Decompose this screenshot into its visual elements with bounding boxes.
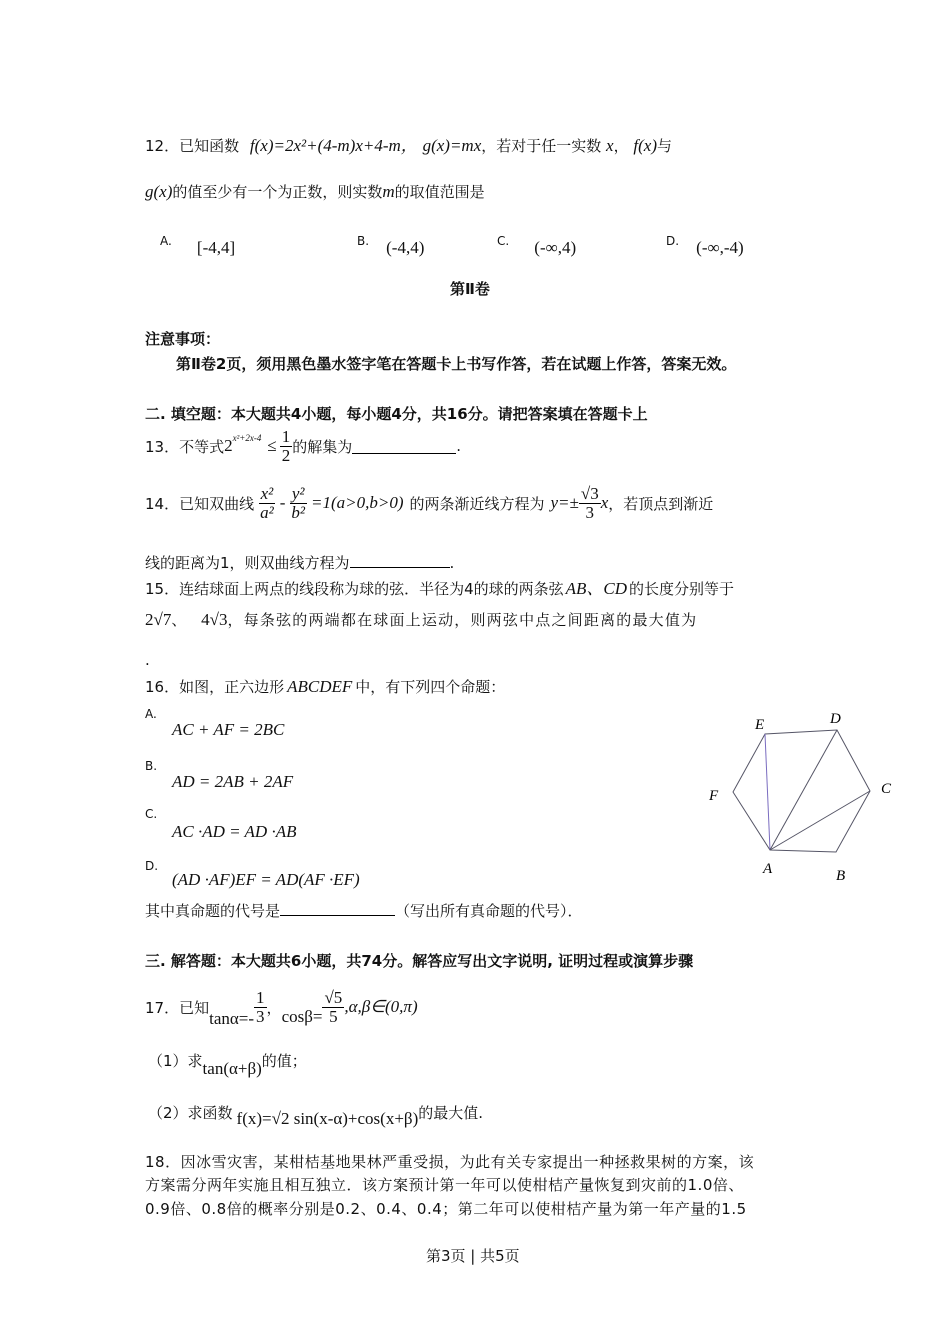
q17-cos-beta: cosβ= (281, 1007, 323, 1026)
q12-g-def: g(x)=mx (422, 136, 482, 155)
q12-gx: g(x) (145, 182, 173, 201)
q14-a2: a² (260, 502, 274, 522)
q12-line2 (145, 181, 485, 202)
q14-line2-text: 线的距离为1，则双曲线方程为 (145, 554, 350, 572)
q14-asym-frac (579, 485, 601, 522)
notice-body: 第Ⅱ卷2页，须用黑色墨水签字笔在答题卡上书写作答，若在试题上作答，答案无效。 (176, 355, 737, 373)
option-label: D. (666, 234, 680, 248)
q14-asym-pre: y=± (550, 493, 579, 513)
q12-option-b (357, 230, 425, 257)
option-label: A. (160, 234, 172, 248)
q15-line1 (145, 574, 734, 599)
q16-option-d (145, 855, 360, 890)
q17-part2-label: （2）求函数 (148, 1104, 233, 1122)
option-label: B. (145, 759, 158, 773)
q17-part1 (148, 1050, 307, 1078)
q18-line1-text: 因冰雪灾害，某柑桔基地果林严重受损，为此有关专家提出一种拯救果树的方案，该 (180, 1153, 755, 1171)
q13-num: 1 (281, 427, 291, 446)
q13-number: 13． (145, 437, 180, 456)
q14-line2 (145, 552, 454, 573)
q17-range: ,α,β∈(0,π) (344, 997, 418, 1016)
q17-number: 17． (145, 998, 180, 1017)
vertex-label-b: B (836, 868, 846, 884)
option-label: C. (497, 234, 510, 248)
page-footer: 第3页 | 共5页 (426, 1247, 520, 1265)
q13-fraction (280, 428, 293, 465)
q16-post: 中，有下列四个命题： (355, 678, 506, 696)
option-value: (-∞,-4) (696, 238, 744, 257)
q17-part1-tail: 的值； (261, 1052, 307, 1070)
q15-chords: AB、CD (565, 579, 628, 598)
q16-option-b (145, 755, 293, 792)
q12-f-def: f(x)=2x²+(4-m)x+4-m， (249, 136, 418, 155)
q14-y-frac (289, 485, 307, 522)
vertex-label-a: A (763, 861, 773, 877)
q12-option-c (497, 230, 577, 257)
q17-sqrt5: √5 (324, 987, 343, 1007)
q13-le: ≤ (267, 436, 277, 456)
hexagon-figure (700, 705, 910, 890)
q17-part2 (148, 1102, 484, 1128)
q14-mid: 的两条渐近线方程为 (409, 494, 545, 513)
q15-len1: 2√7 (145, 610, 172, 629)
q13-answer-blank[interactable] (352, 439, 456, 454)
q14-minus: - (279, 493, 286, 513)
q13-den: 2 (281, 445, 291, 465)
vertex-label-e: E (755, 717, 765, 733)
q12-number: 12． (145, 137, 180, 155)
q17-three: 3 (256, 1006, 265, 1026)
q12-intro: 已知函数 (179, 137, 240, 155)
q16-hexagon-name: ABCDEF (287, 677, 353, 696)
q14-three: 3 (585, 502, 595, 522)
q12-option-a (160, 230, 236, 257)
q16-pre: 如图，正六边形 (179, 678, 285, 696)
q15-line2 (145, 609, 697, 630)
q16-number: 16． (145, 678, 180, 696)
q15-len2: 4√3 (201, 610, 228, 629)
option-expr: AC ·AD = AD ·AB (172, 822, 297, 841)
q16-option-c (145, 803, 296, 842)
q12-rest: 的值至少有一个为正数，则实数 (172, 183, 383, 201)
q17-part2-expr: f(x)=√2 sin(x-α)+cos(x+β) (236, 1109, 419, 1128)
q17-stem (145, 985, 418, 1029)
hexagon-outline (733, 730, 870, 852)
q17-pre: 已知 (179, 998, 210, 1017)
q15-line1-tail: 的长度分别等于 (629, 580, 735, 598)
q17-cos-frac (322, 989, 344, 1026)
q15-line2-text: ，每条弦的两端都在球面上运动，则两弦中点之间距离的最大值为 (227, 611, 698, 629)
q12-mid: ，若对于任一实数 (481, 137, 602, 155)
q13-base: 2 (224, 436, 233, 456)
q14-end: . (449, 554, 455, 572)
q16-stem (145, 676, 505, 697)
q17-tan-frac (254, 989, 267, 1026)
q14-x-frac (258, 485, 276, 522)
q13-pre: 不等式 (179, 437, 225, 456)
diagonal-ad (770, 730, 837, 850)
option-expr: AD = 2AB + 2AF (172, 772, 294, 791)
q12-fx: f(x) (633, 136, 657, 155)
vertex-label-d: D (830, 711, 841, 727)
q13 (145, 428, 461, 465)
q12-yu: 与 (656, 137, 672, 155)
option-value: (-∞,4) (534, 238, 577, 257)
q13-post: 的解集为 (292, 437, 353, 456)
q12-var-m: m (382, 182, 395, 201)
q15-line3: . (145, 651, 150, 669)
q14-tail: ，若顶点到渐近 (608, 494, 714, 513)
q17-five: 5 (329, 1006, 338, 1026)
vertex-label-f: F (709, 788, 719, 804)
fill-section-header: 二. 填空题：本大题共4小题，每小题4分，共16分。请把答案填在答题卡上 (145, 405, 648, 423)
q17-part1-label: （1）求 (148, 1052, 203, 1070)
q14-b2: b² (291, 502, 305, 522)
option-label: B. (357, 234, 370, 248)
q14-asym-x: x (600, 493, 609, 513)
diagonal-ac (770, 791, 870, 850)
option-label: C. (145, 807, 158, 821)
q12-tail: 的取值范围是 (394, 183, 485, 201)
q12-line1 (145, 131, 672, 156)
q12-var-x: x (606, 136, 614, 155)
q16-answer-line (145, 900, 583, 921)
q17-tan-alpha: tanα=- (209, 1009, 255, 1028)
q14-line1 (145, 485, 713, 522)
option-value: [-4,4] (196, 238, 236, 257)
q15-number: 15． (145, 580, 180, 598)
vertex-label-c: C (881, 781, 892, 797)
option-expr: (AD ·AF)EF = AD(AF ·EF) (172, 870, 360, 889)
q17-part2-tail: 的最大值. (418, 1104, 484, 1122)
q14-answer-blank[interactable] (350, 554, 450, 568)
q18-line2: 方案需分两年实施且相互独立．该方案预计第一年可以使柑桔产量恢复到灾前的1.0倍、 (145, 1176, 744, 1194)
option-label: D. (145, 859, 159, 873)
q13-exponent: x²+2x-4 (232, 433, 262, 444)
q15-line1-text: 连结球面上两点的线段称为球的弦．半径为4的球的两条弦 (179, 580, 564, 598)
q14-number: 14． (145, 494, 180, 513)
diagonal-ae (765, 734, 770, 850)
notice-title: 注意事项： (145, 330, 221, 348)
q17-comma: ， (266, 998, 282, 1017)
option-value: (-4,4) (386, 238, 425, 257)
q12-comma: ， (613, 137, 629, 155)
q13-end: . (456, 437, 462, 456)
q16-option-a (145, 703, 284, 740)
q16-answer-pre: 其中真命题的代号是 (145, 902, 281, 920)
q14-sqrt3: √3 (580, 484, 599, 503)
solve-section-header: 三. 解答题：本大题共6小题，共74分。解答应写出文字说明, 证明过程或演算步骤 (145, 952, 694, 970)
q16-answer-post: （写出所有真命题的代号）． (395, 902, 583, 920)
q18-line1 (145, 1151, 754, 1172)
q18-number: 18． (145, 1153, 181, 1171)
q14-y2: y² (291, 484, 305, 503)
q18-line3: 0.9倍、0.8倍的概率分别是0.2、0.4、0.4；第二年可以使柑桔产量为第一年产量的1.5 (145, 1200, 747, 1218)
section-title: 第Ⅱ卷 (450, 280, 490, 298)
option-expr: AC + AF = 2BC (172, 720, 285, 739)
q17-one: 1 (256, 987, 265, 1007)
q14-eq: =1(a>0,b>0) (311, 493, 404, 513)
q15-sep: 、 (171, 611, 187, 629)
q12-option-d (666, 230, 744, 257)
q16-answer-blank[interactable] (280, 901, 395, 916)
q14-x2: x² (260, 484, 274, 503)
q14-pre: 已知双曲线 (179, 494, 255, 513)
q17-part1-expr: tan(α+β) (202, 1059, 262, 1078)
option-label: A. (145, 707, 157, 721)
